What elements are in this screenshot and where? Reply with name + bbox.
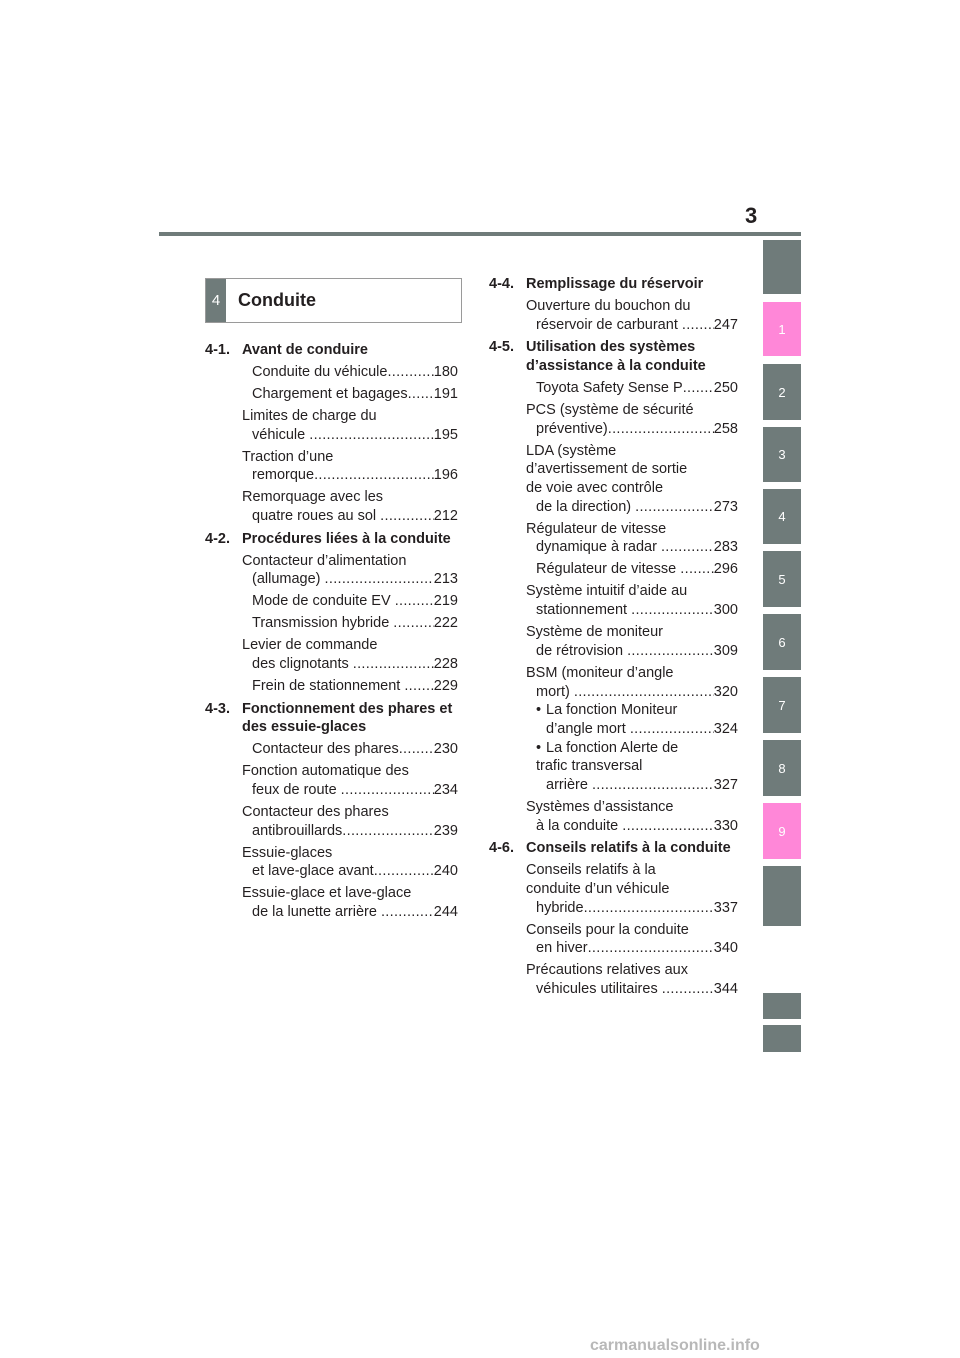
leader-dots xyxy=(404,677,433,696)
page-ref[interactable]: 222 xyxy=(433,615,458,632)
toc-entry[interactable] xyxy=(489,921,738,958)
toc-entry-line: PCS (système de sécurité xyxy=(526,401,694,418)
toc-entry-text: Conduite du véhicule xyxy=(252,364,388,380)
toc-entry-line xyxy=(536,560,738,579)
toc-entry-line xyxy=(536,538,738,557)
toc-entry[interactable] xyxy=(205,844,458,881)
toc-entry-line xyxy=(252,822,458,841)
toc-entry-line: Contacteur d’alimentation xyxy=(242,552,407,569)
leader-dots xyxy=(661,538,714,557)
section-heading xyxy=(205,530,458,549)
section-title: Procédures liées à la conduite xyxy=(242,530,451,547)
section-heading xyxy=(205,700,458,737)
toc-entry[interactable] xyxy=(489,701,738,738)
toc-entry-text: d’angle mort xyxy=(546,720,630,737)
toc-entry[interactable] xyxy=(205,385,458,404)
leader-dots xyxy=(635,498,714,517)
toc-entry-line: d’avertissement de sortie xyxy=(526,461,688,478)
page-ref[interactable]: 344 xyxy=(713,981,738,998)
toc-entry[interactable] xyxy=(205,884,458,921)
toc-entry-text: quatre roues au sol xyxy=(252,508,381,525)
toc-entry-line xyxy=(252,614,458,633)
page-ref[interactable]: 180 xyxy=(433,364,458,380)
page-ref[interactable]: 300 xyxy=(713,602,738,619)
toc-entry-text: dynamique à radar xyxy=(536,539,661,556)
toc-entry-line xyxy=(252,570,458,589)
leader-dots xyxy=(680,560,714,579)
toc-entry-line xyxy=(252,426,458,445)
toc-entry-line xyxy=(546,720,738,739)
toc-entry-line xyxy=(536,739,738,758)
toc-entry-line: Systèmes d’assistance xyxy=(526,799,674,816)
section-title: Remplissage du réservoir xyxy=(526,276,704,292)
toc-entry-line xyxy=(252,385,458,404)
section-heading xyxy=(489,275,738,294)
toc-entry-text: antibrouillards xyxy=(252,822,343,839)
leader-dots xyxy=(627,642,714,661)
side-tab-blank-1 xyxy=(763,866,801,926)
page-ref[interactable]: 273 xyxy=(713,498,738,515)
page-ref[interactable]: 337 xyxy=(713,899,738,916)
toc-entry-text: de rétrovision xyxy=(536,642,628,659)
section-number: 4-6. xyxy=(489,840,514,857)
header-rule xyxy=(159,232,801,236)
toc-entry-line xyxy=(536,379,738,398)
toc-entry-line xyxy=(252,655,458,674)
page-ref[interactable]: 250 xyxy=(713,379,738,396)
leader-dots xyxy=(381,903,434,922)
side-tab-8[interactable]: 8 xyxy=(763,740,801,796)
leader-dots xyxy=(393,614,434,633)
toc-entry-text: préventive) xyxy=(536,420,608,437)
toc-entry-line xyxy=(252,507,458,526)
toc-entry-line xyxy=(536,642,738,661)
chapter-title: Conduite xyxy=(238,290,316,310)
leader-dots xyxy=(622,817,714,836)
toc-entry[interactable] xyxy=(489,664,738,701)
page-ref[interactable]: 330 xyxy=(713,817,738,834)
toc-entry[interactable] xyxy=(205,592,458,611)
toc-entry-line xyxy=(536,939,738,958)
page-ref[interactable]: 247 xyxy=(713,316,738,333)
toc-entry[interactable] xyxy=(205,636,458,673)
toc-entry-line: Précautions relatives aux xyxy=(526,962,688,979)
toc-entry-line: Levier de commande xyxy=(242,637,378,654)
toc-entry[interactable] xyxy=(489,442,738,517)
leader-dots xyxy=(399,740,434,759)
toc-entry-text: véhicules utilitaires xyxy=(536,981,662,998)
toc-entry-text: La fonction Moniteur xyxy=(546,702,678,719)
toc-entry-line: Ouverture du bouchon du xyxy=(526,298,691,314)
toc-entry-text: de la direction) xyxy=(536,498,636,515)
page-ref[interactable]: 244 xyxy=(433,904,458,921)
page-ref[interactable]: 309 xyxy=(713,642,738,659)
page-ref[interactable]: 240 xyxy=(433,863,458,880)
side-tab-3[interactable]: 3 xyxy=(763,427,801,482)
section-title: Conseils relatifs à la conduite xyxy=(526,840,731,857)
toc-entry-text: arrière xyxy=(546,777,592,794)
bullet: • xyxy=(536,702,542,719)
leader-dots xyxy=(408,385,434,404)
toc-entry-line xyxy=(252,740,458,759)
section-number: 4-5. xyxy=(489,339,514,356)
toc-entry-text: de la lunette arrière xyxy=(252,904,381,921)
page-ref[interactable]: 219 xyxy=(433,593,458,610)
toc-entry-text: réservoir de carburant xyxy=(536,316,682,333)
toc-entry-text: Mode de conduite EV xyxy=(252,593,395,610)
toc-entry-text: Toyota Safety Sense P xyxy=(536,379,683,396)
page-ref[interactable]: 327 xyxy=(713,777,738,794)
side-tab-6[interactable]: 6 xyxy=(763,614,801,670)
toc-entry-line: Système intuitif d’aide au xyxy=(526,583,688,600)
page-ref[interactable]: 340 xyxy=(713,940,738,957)
section-title: Avant de conduire xyxy=(242,342,368,358)
toc-entry-line: Essuie-glaces xyxy=(242,844,333,861)
leader-dots xyxy=(387,363,433,382)
toc-entry-line xyxy=(536,817,738,836)
toc-entry-text: des clignotants xyxy=(252,656,353,673)
toc-entry-line: Conseils relatifs à la xyxy=(526,862,656,879)
toc-entry-line: Régulateur de vitesse xyxy=(526,520,667,537)
toc-entry[interactable] xyxy=(205,740,458,759)
toc-entry-text: stationnement xyxy=(536,602,632,619)
toc-entry-line xyxy=(252,903,458,922)
leader-dots xyxy=(592,776,714,795)
toc-entry-text: Frein de stationnement xyxy=(252,678,405,695)
chapter-number: 4 xyxy=(206,279,226,322)
toc-entry-line: Remorquage avec les xyxy=(242,489,384,506)
bullet: • xyxy=(536,739,542,756)
toc-entry[interactable] xyxy=(489,582,738,619)
leader-dots xyxy=(374,862,434,881)
toc-entry[interactable] xyxy=(205,677,458,696)
page-ref[interactable]: 196 xyxy=(433,467,458,484)
leader-dots xyxy=(662,980,714,999)
page-ref[interactable]: 239 xyxy=(433,822,458,839)
section-number: 4-4. xyxy=(489,276,514,292)
section-number: 4-3. xyxy=(205,700,230,717)
toc-entry-line: de voie avec contrôle xyxy=(526,480,664,497)
toc-entry-text: (allumage) xyxy=(252,571,325,588)
toc-right-column xyxy=(489,275,738,999)
toc-entry-text: à la conduite xyxy=(536,817,623,834)
toc-entry-text: Régulateur de vitesse xyxy=(536,561,681,578)
toc-entry-text: hybride xyxy=(536,899,584,916)
toc-entry[interactable] xyxy=(205,407,458,444)
toc-entry-line: LDA (système xyxy=(526,442,617,459)
leader-dots xyxy=(341,781,434,800)
toc-entry-line: Essuie-glace et lave-glace xyxy=(242,885,412,902)
toc-entry[interactable] xyxy=(205,363,458,382)
leader-dots xyxy=(588,939,714,958)
leader-dots xyxy=(309,426,434,445)
leader-dots xyxy=(631,601,714,620)
page-ref[interactable]: 213 xyxy=(433,571,458,588)
leader-dots xyxy=(584,899,714,918)
toc-entry-line xyxy=(536,899,738,918)
toc-entry-text: Chargement et bagages xyxy=(252,386,408,402)
side-tab-blank-top xyxy=(763,240,801,294)
toc-entry-line xyxy=(536,701,738,720)
toc-entry-line xyxy=(536,316,738,335)
page-ref[interactable]: 229 xyxy=(433,678,458,695)
side-tab-4[interactable]: 4 xyxy=(763,489,801,544)
toc-entry[interactable] xyxy=(489,961,738,998)
side-tab-2[interactable]: 2 xyxy=(763,364,801,420)
toc-entry-line: Limites de charge du xyxy=(242,408,377,424)
leader-dots xyxy=(395,592,434,611)
page-ref[interactable]: 195 xyxy=(433,426,458,443)
toc-entry-line: Fonction automatique des xyxy=(242,763,409,780)
watermark: carmanualsonline.info xyxy=(590,1337,760,1354)
toc-entry-line: Contacteur des phares xyxy=(242,803,389,820)
page-ref[interactable]: 191 xyxy=(433,386,458,402)
toc-entry-line xyxy=(252,862,458,881)
page-ref[interactable]: 324 xyxy=(713,720,738,737)
side-tab-9[interactable]: 9 xyxy=(763,803,801,859)
toc-entry-text: remorque xyxy=(252,467,315,484)
leader-dots xyxy=(314,466,434,485)
page-ref[interactable]: 320 xyxy=(713,683,738,700)
page-number: 3 xyxy=(745,203,758,228)
leader-dots xyxy=(325,570,434,589)
toc-entry[interactable] xyxy=(489,520,738,557)
toc-entry-text: véhicule xyxy=(252,426,310,443)
page-ref[interactable]: 258 xyxy=(713,420,738,437)
leader-dots xyxy=(630,720,714,739)
leader-dots xyxy=(353,655,434,674)
leader-dots xyxy=(682,316,714,335)
leader-dots xyxy=(608,420,714,439)
toc-left-column xyxy=(205,341,458,922)
page-ref[interactable]: 283 xyxy=(713,539,738,556)
toc-entry[interactable] xyxy=(205,552,458,589)
side-tab-5[interactable]: 5 xyxy=(763,551,801,607)
toc-entry-line: conduite d’un véhicule xyxy=(526,880,670,897)
toc-entry[interactable] xyxy=(489,798,738,835)
toc-entry-line: trafic transversal xyxy=(536,758,643,775)
toc-entry-text: et lave-glace avant xyxy=(252,863,374,880)
toc-entry[interactable] xyxy=(205,488,458,525)
leader-dots xyxy=(342,822,434,841)
toc-entry-text: Transmission hybride xyxy=(252,615,394,632)
section-heading xyxy=(205,341,458,360)
toc-entry-line xyxy=(252,677,458,696)
toc-entry-line xyxy=(536,420,738,439)
toc-entry-line: BSM (moniteur d’angle xyxy=(526,664,674,681)
toc-entry-line xyxy=(536,601,738,620)
page-ref[interactable]: 230 xyxy=(433,741,458,758)
toc-entry[interactable] xyxy=(489,401,738,438)
toc-entry[interactable] xyxy=(205,762,458,799)
toc-entry[interactable] xyxy=(489,379,738,398)
page-ref[interactable]: 228 xyxy=(433,656,458,673)
toc-entry-text: feux de route xyxy=(252,781,341,798)
toc-entry-line xyxy=(536,980,738,999)
toc-entry-line xyxy=(536,683,738,702)
toc-entry-line xyxy=(252,781,458,800)
side-tab-7[interactable]: 7 xyxy=(763,677,801,733)
section-number: 4-2. xyxy=(205,530,230,547)
toc-entry-line: Système de moniteur xyxy=(526,624,664,641)
section-heading xyxy=(489,839,738,858)
toc-entry[interactable] xyxy=(489,861,738,917)
toc-entry[interactable] xyxy=(489,623,738,660)
toc-entry[interactable] xyxy=(489,560,738,579)
toc-entry-text: mort) xyxy=(536,683,574,700)
side-tab-blank-3 xyxy=(763,1025,801,1052)
toc-entry-text: en hiver xyxy=(536,940,588,957)
toc-entry[interactable] xyxy=(489,739,738,795)
toc-entry-line xyxy=(252,592,458,611)
chapter-header xyxy=(205,278,462,323)
toc-entry-line xyxy=(536,498,738,517)
section-title: Utilisation des systèmes d’assistance à la conduite xyxy=(526,339,706,374)
section-title: Fonctionnement des phares et des essuie-glaces xyxy=(242,700,453,736)
leader-dots xyxy=(380,507,434,526)
page-ref[interactable]: 212 xyxy=(433,508,458,525)
section-heading xyxy=(489,338,738,375)
toc-entry-line xyxy=(546,776,738,795)
toc-entry-line: Traction d’une xyxy=(242,448,334,465)
side-tab-1[interactable]: 1 xyxy=(763,302,801,356)
leader-dots xyxy=(574,683,714,702)
toc-entry[interactable] xyxy=(489,297,738,334)
toc-entry-line: Conseils pour la conduite xyxy=(526,921,689,938)
page-ref[interactable]: 234 xyxy=(433,781,458,798)
leader-dots xyxy=(683,379,714,398)
toc-entry-line xyxy=(252,363,458,382)
side-tab-blank-2 xyxy=(763,993,801,1019)
toc-entry-text: Contacteur des phares xyxy=(252,741,399,758)
page-ref[interactable]: 296 xyxy=(713,561,738,578)
toc-entry[interactable] xyxy=(205,614,458,633)
toc-entry-text: La fonction Alerte de xyxy=(546,739,679,756)
toc-entry[interactable] xyxy=(205,448,458,485)
toc-entry[interactable] xyxy=(205,803,458,840)
section-number: 4-1. xyxy=(205,342,230,358)
toc-entry-line xyxy=(252,466,458,485)
